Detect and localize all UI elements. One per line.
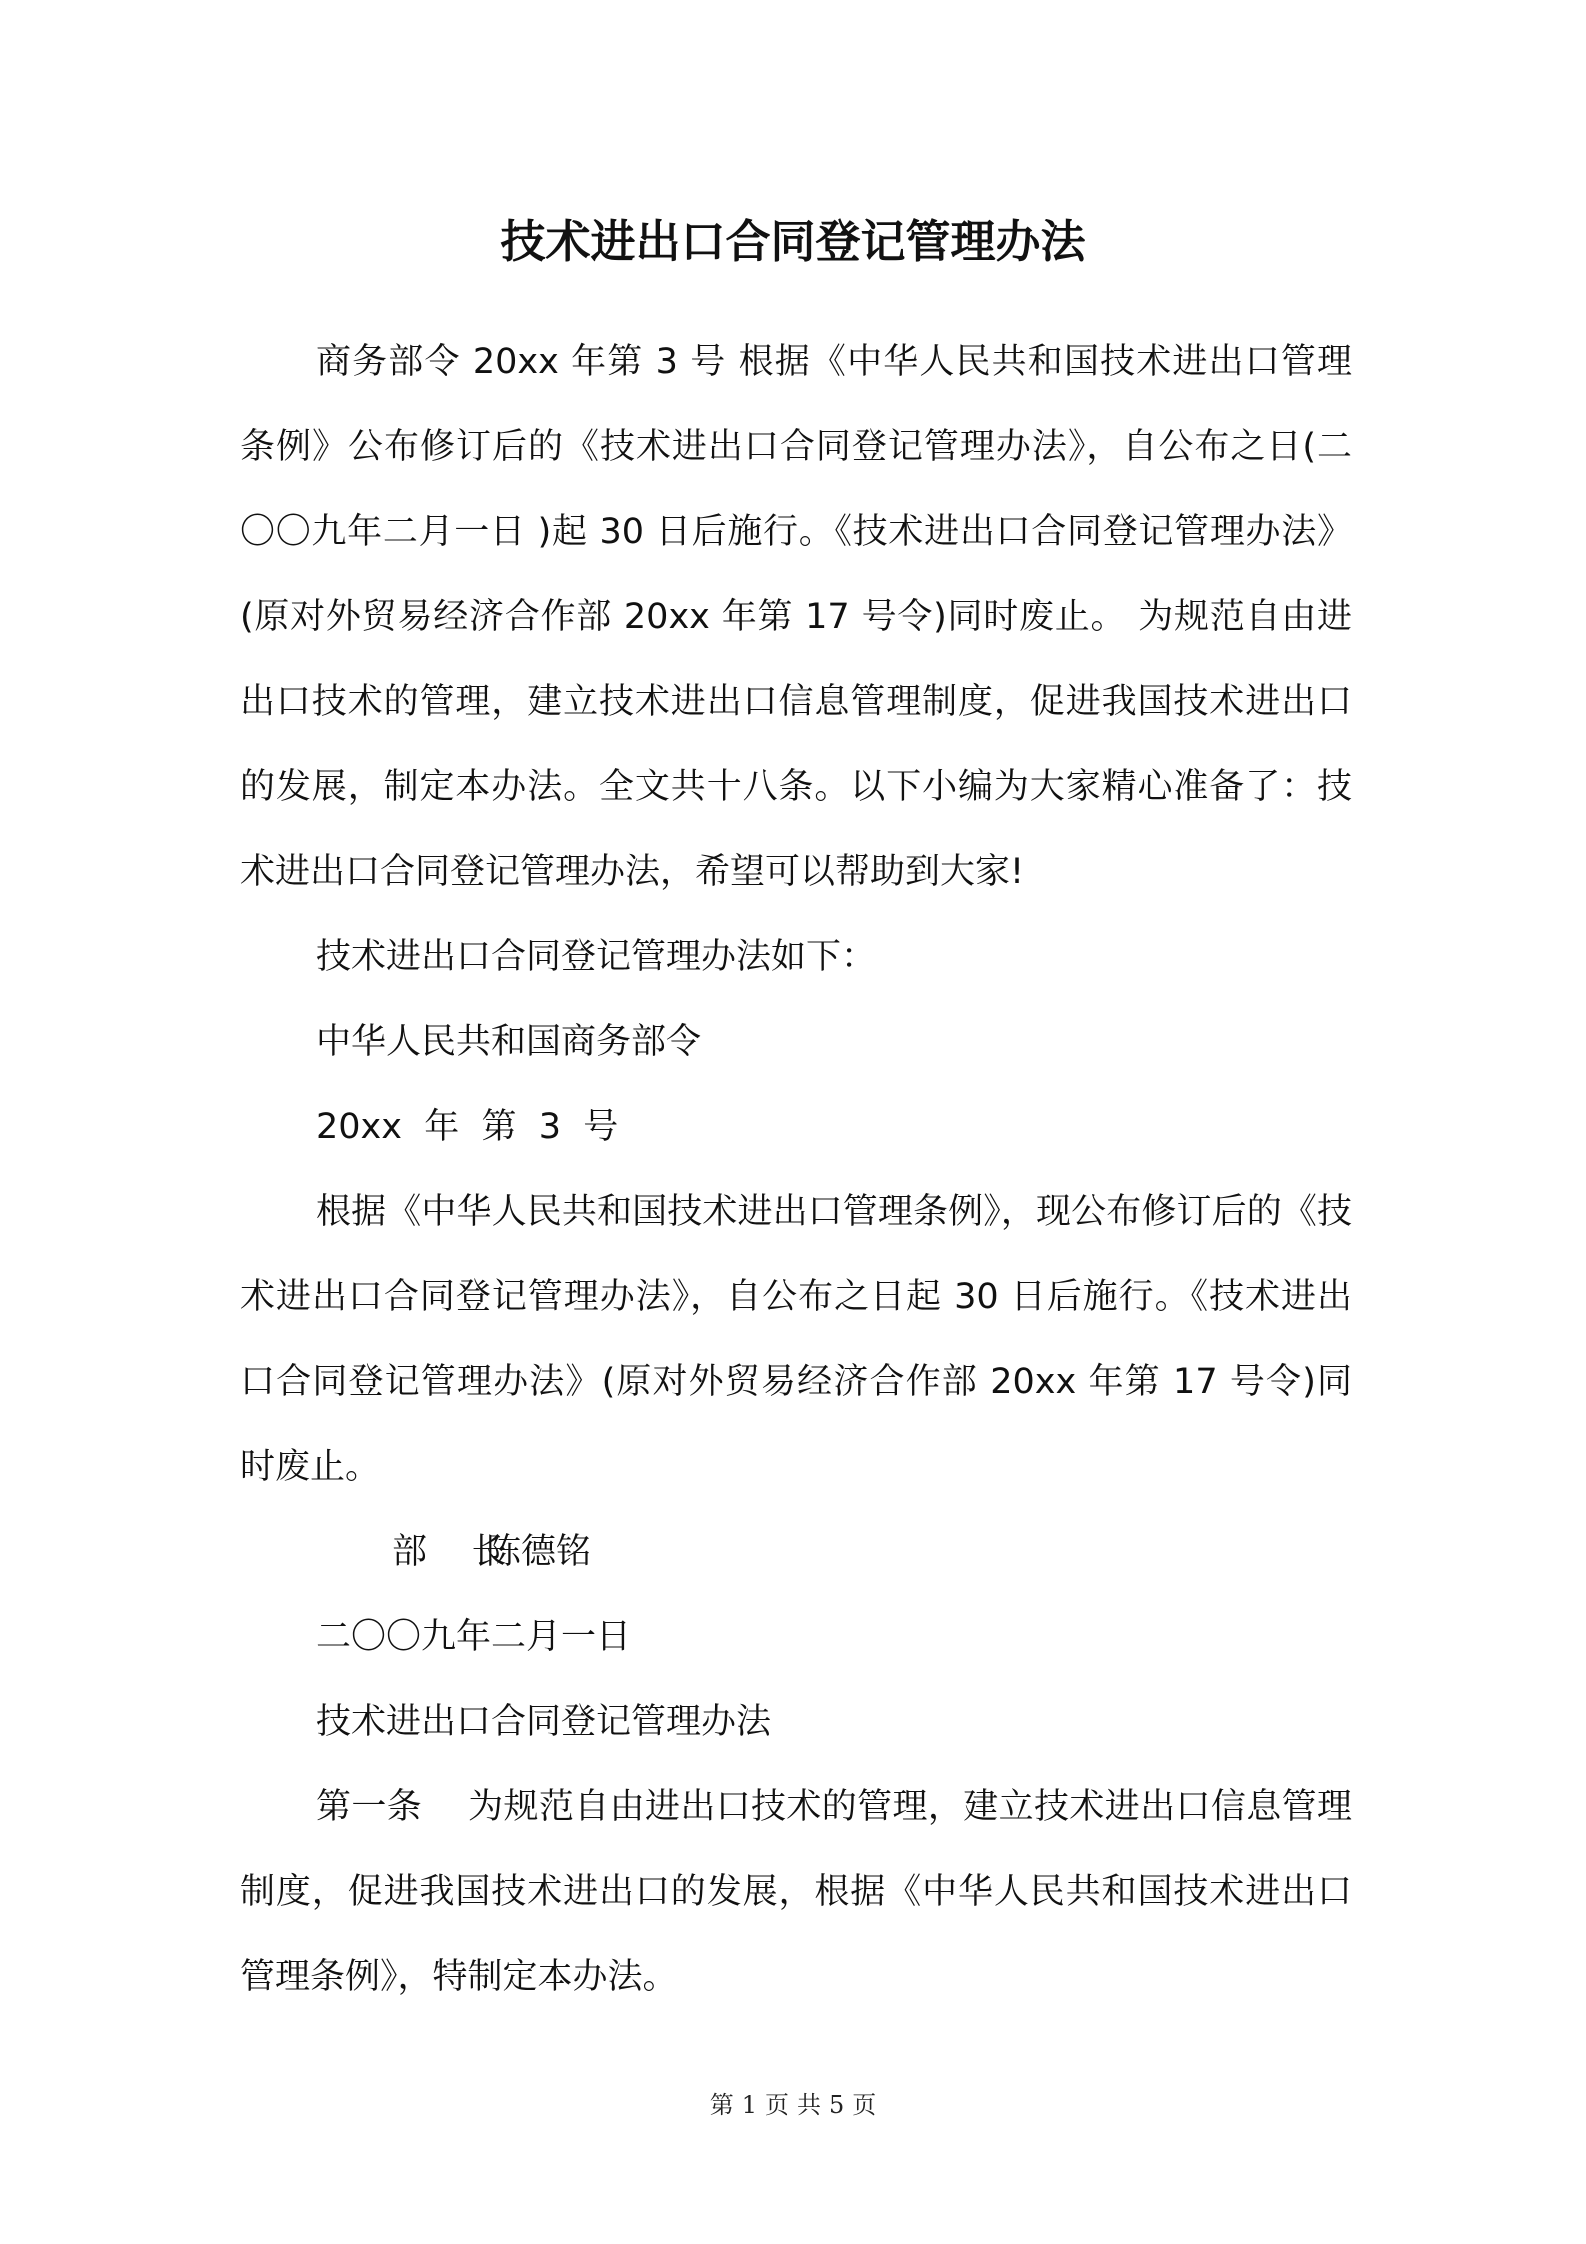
section-title: 技术进出口合同登记管理办法 xyxy=(316,1702,772,1742)
document-title: 技术进出口合同登记管理办法 xyxy=(500,215,1086,268)
signature-line xyxy=(240,1510,1352,1595)
date-line: 二〇〇九年二月一日 xyxy=(316,1617,632,1657)
decree-number-line: 20xx 年 第 3 号 xyxy=(316,1107,619,1147)
footer-gong: 共 xyxy=(797,2091,821,2119)
document-body xyxy=(240,320,1352,2020)
footer-page-number: 1 xyxy=(741,2091,757,2119)
page-footer xyxy=(0,2090,1586,2120)
signature-title: 部 长 xyxy=(392,1532,507,1572)
signature-name: 陈德铭 xyxy=(486,1532,592,1572)
decree-paragraph: 根据《中华人民共和国技术进出口管理条例》，现公布修订后的《技术进出口合同登记管理办法》，自公布之日起 30 日后施行。《技术进出口合同登记管理办法》(原对外贸易经济合作部 20xx 年第 17 号令)同时废止。 xyxy=(240,1192,1352,1487)
intro-paragraph: 商务部令 20xx 年第 3 号 根据《中华人民共和国技术进出口管理条例》公布修订后的《技术进出口合同登记管理办法》，自公布之日(二〇〇九年二月一日 )起 30 日后施行。《技术进出口合同登记管理办法》(原对外贸易经济合作部 20xx 年第 17 号令)同时废止。 为规范自由进出口技术的管理，建立技术进出口信息管理制度，促进我国技术进出口的发展，制定本办法。全文共十八条。以下小编为大家精心准备了：技术进出口合同登记管理办法，希望可以帮助到大家! xyxy=(240,342,1352,892)
issuer-line: 中华人民共和国商务部令 xyxy=(316,1022,702,1062)
footer-total-pages: 5 xyxy=(829,2091,845,2119)
footer-di: 第 xyxy=(709,2091,734,2119)
footer-ye: 页 xyxy=(765,2091,789,2119)
footer-ye-2: 页 xyxy=(852,2091,877,2119)
lead-in-line: 技术进出口合同登记管理办法如下： xyxy=(316,937,877,977)
article-1-paragraph: 第一条 为规范自由进出口技术的管理，建立技术进出口信息管理制度，促进我国技术进出口的发展，根据《中华人民共和国技术进出口管理条例》，特制定本办法。 xyxy=(240,1787,1352,1997)
